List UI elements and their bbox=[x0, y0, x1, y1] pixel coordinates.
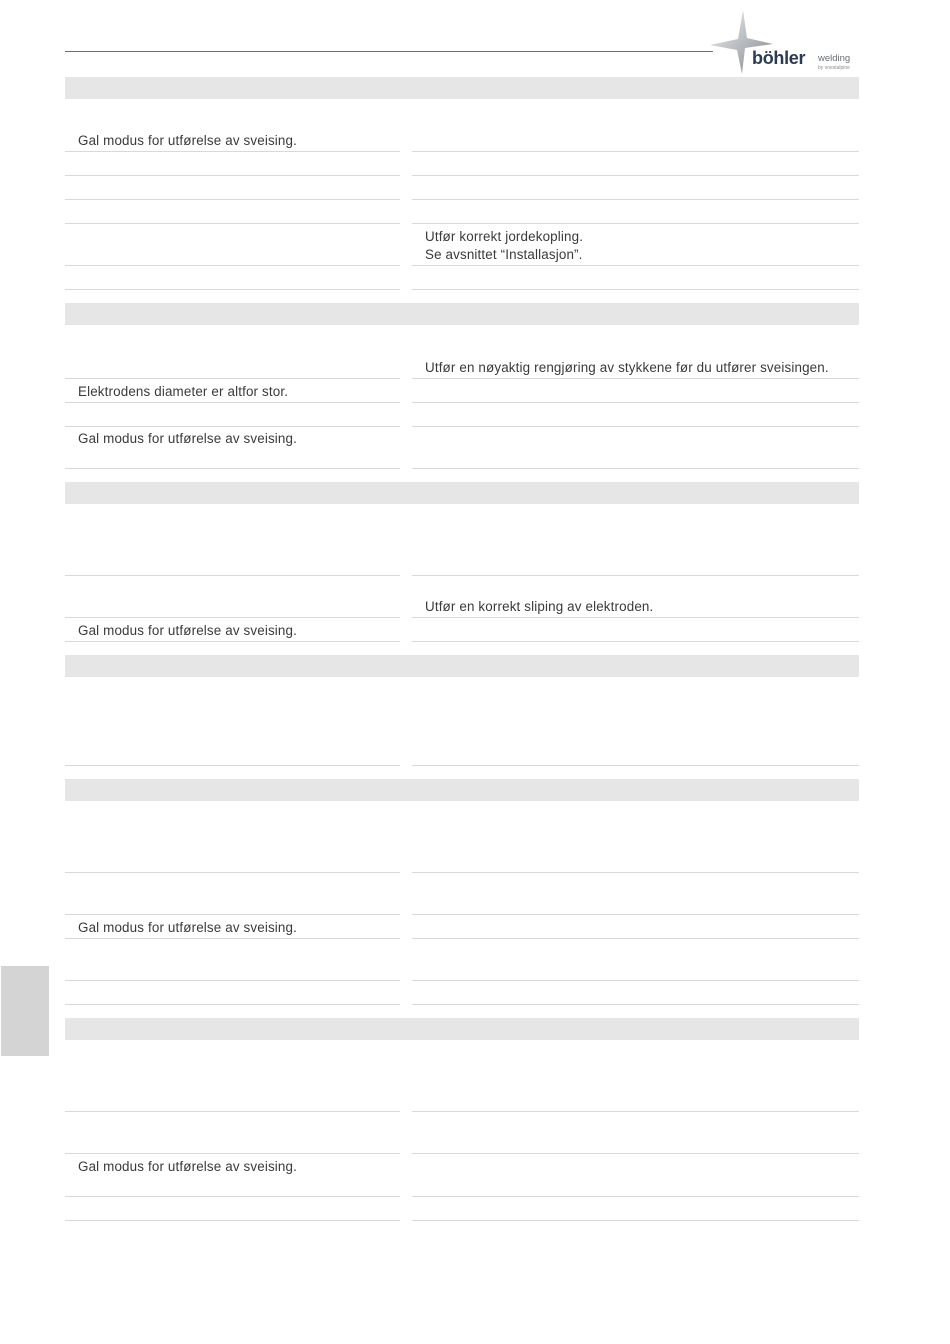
row-rule bbox=[412, 617, 859, 618]
row-rule bbox=[65, 378, 400, 379]
row-rule bbox=[65, 1220, 400, 1221]
remedy-text: Se avsnittet “Installasjon”. bbox=[425, 247, 583, 262]
row-rule bbox=[412, 289, 859, 290]
section-bar-4 bbox=[65, 655, 859, 677]
section-bar-3 bbox=[65, 482, 859, 504]
remedy-text: Utfør en korrekt sliping av elektroden. bbox=[425, 599, 654, 614]
row-rule bbox=[65, 914, 400, 915]
row-rule bbox=[65, 765, 400, 766]
row-rule bbox=[65, 402, 400, 403]
remedy-text: Utfør korrekt jordekopling. bbox=[425, 229, 584, 244]
row-rule bbox=[412, 914, 859, 915]
row-rule bbox=[65, 980, 400, 981]
row-rule bbox=[412, 641, 859, 642]
cause-text: Gal modus for utførelse av sveising. bbox=[78, 920, 297, 935]
row-rule bbox=[65, 1196, 400, 1197]
row-rule bbox=[65, 175, 400, 176]
brand-sub: by voestalpine bbox=[818, 65, 850, 71]
row-rule bbox=[412, 426, 859, 427]
row-rule bbox=[412, 1004, 859, 1005]
row-rule bbox=[65, 1111, 400, 1112]
section-bar-2 bbox=[65, 303, 859, 325]
row-rule bbox=[412, 1111, 859, 1112]
cause-text: Gal modus for utførelse av sveising. bbox=[78, 431, 297, 446]
remedy-text: Utfør en nøyaktig rengjøring av stykkene før du utfører sveisingen. bbox=[425, 360, 829, 375]
section-bar-6 bbox=[65, 1018, 859, 1040]
row-rule bbox=[65, 223, 400, 224]
section-bar-5 bbox=[65, 779, 859, 801]
row-rule bbox=[65, 1153, 400, 1154]
row-rule bbox=[412, 938, 859, 939]
row-rule bbox=[65, 426, 400, 427]
cause-text: Gal modus for utførelse av sveising. bbox=[78, 133, 297, 148]
row-rule bbox=[65, 617, 400, 618]
row-rule bbox=[65, 289, 400, 290]
row-rule bbox=[65, 265, 400, 266]
bohler-welding-logo bbox=[706, 8, 866, 80]
row-rule bbox=[412, 1153, 859, 1154]
section-bar-1 bbox=[65, 77, 859, 99]
row-rule bbox=[412, 980, 859, 981]
row-rule bbox=[412, 378, 859, 379]
cause-text: Gal modus for utførelse av sveising. bbox=[78, 1159, 297, 1174]
header-rule bbox=[65, 51, 713, 52]
cause-text: Gal modus for utførelse av sveising. bbox=[78, 623, 297, 638]
brand-name: böhler bbox=[752, 48, 806, 68]
chapter-tab-marker bbox=[1, 966, 49, 1056]
brand-suffix: welding bbox=[818, 53, 851, 64]
row-rule bbox=[412, 402, 859, 403]
row-rule bbox=[412, 151, 859, 152]
row-rule bbox=[65, 872, 400, 873]
row-rule bbox=[65, 151, 400, 152]
row-rule bbox=[65, 199, 400, 200]
row-rule bbox=[65, 938, 400, 939]
row-rule bbox=[65, 468, 400, 469]
row-rule bbox=[412, 872, 859, 873]
row-rule bbox=[412, 199, 859, 200]
row-rule bbox=[65, 1004, 400, 1005]
row-rule bbox=[412, 175, 859, 176]
row-rule bbox=[412, 468, 859, 469]
row-rule bbox=[412, 1220, 859, 1221]
row-rule bbox=[412, 223, 859, 224]
row-rule bbox=[65, 641, 400, 642]
row-rule bbox=[412, 265, 859, 266]
row-rule bbox=[65, 575, 400, 576]
row-rule bbox=[412, 575, 859, 576]
row-rule bbox=[412, 1196, 859, 1197]
cause-text: Elektrodens diameter er altfor stor. bbox=[78, 384, 289, 399]
row-rule bbox=[412, 765, 859, 766]
